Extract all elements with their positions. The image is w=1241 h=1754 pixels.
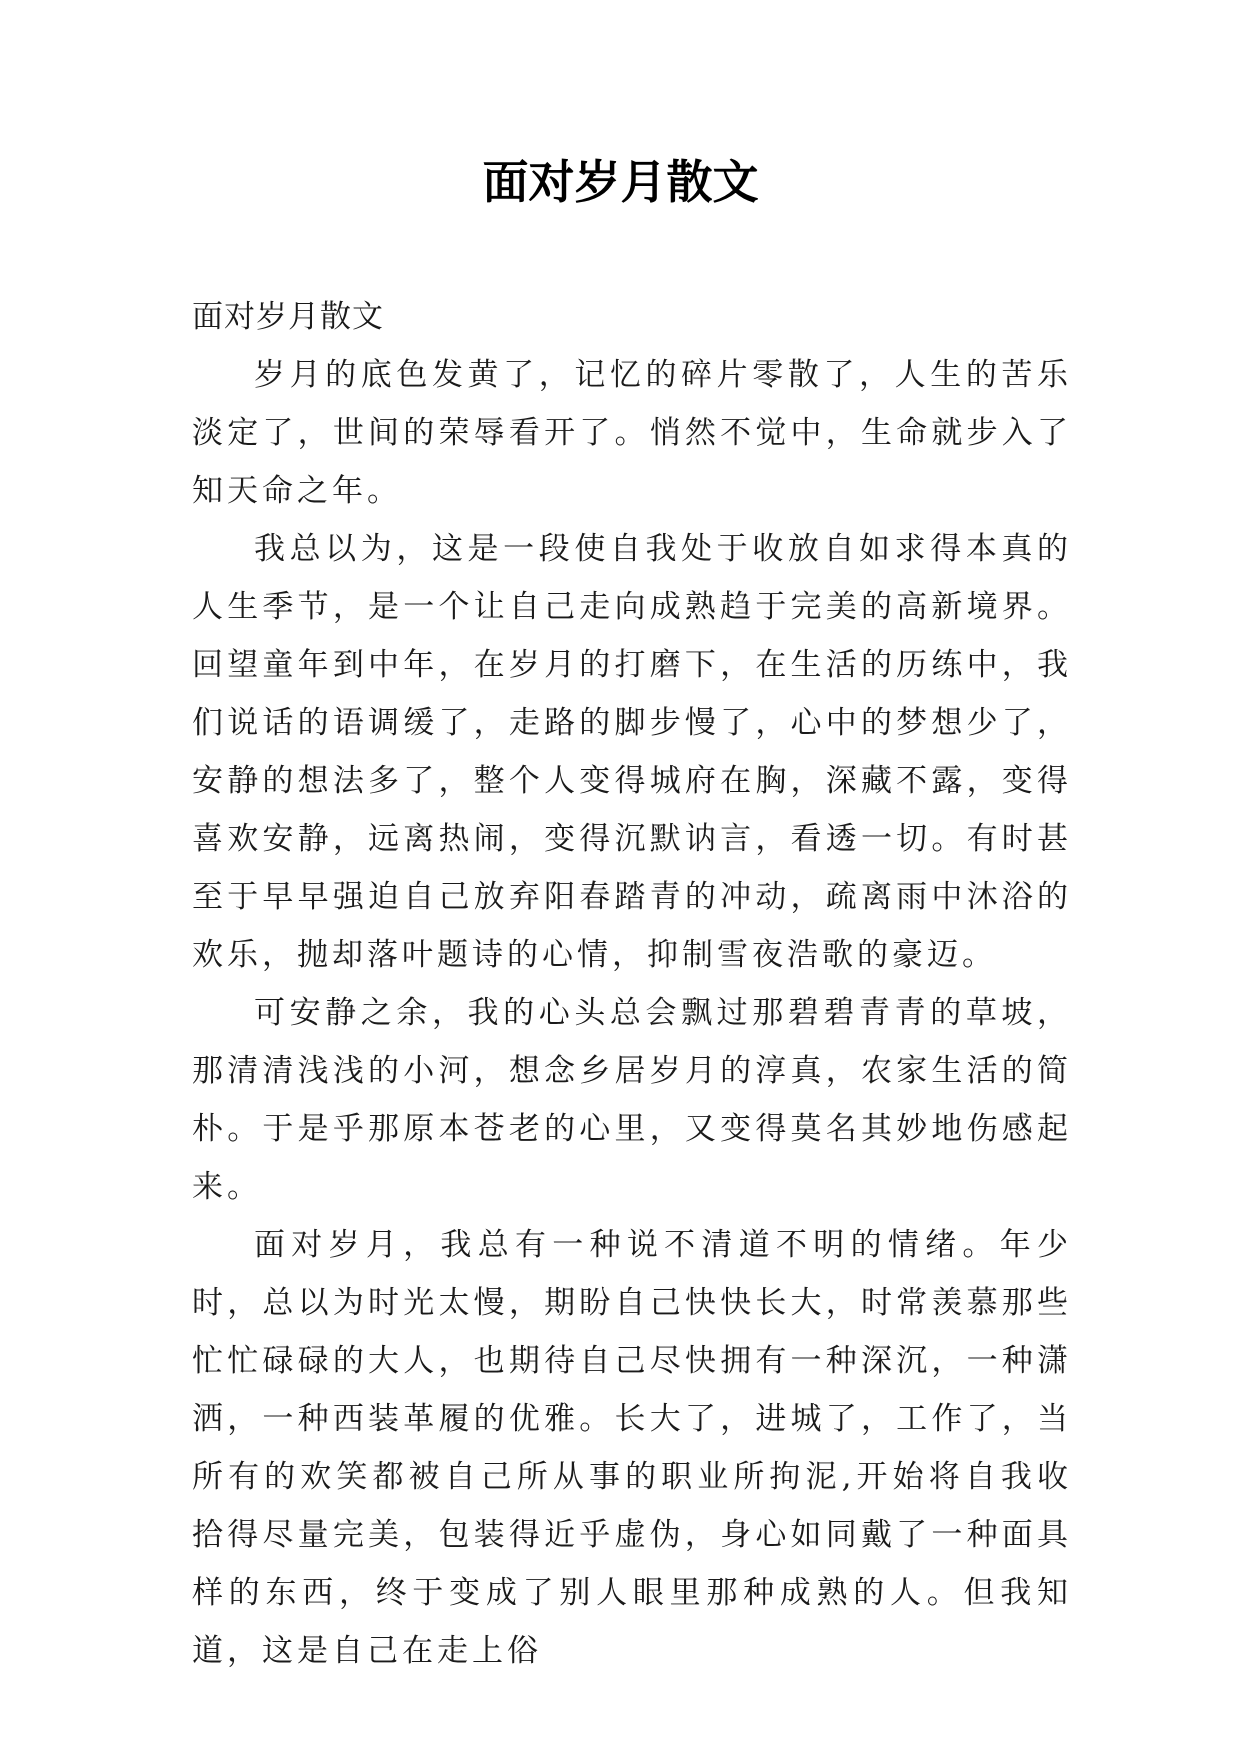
paragraph-3: 可安静之余，我的心头总会飘过那碧碧青青的草坡，那清清浅浅的小河，想念乡居岁月的淳真，农家生活的简朴。于是乎那原本苍老的心里，又变得莫名其妙地伤感起来。 (192, 995, 1072, 1205)
document-subtitle: 面对岁月散文 (192, 299, 384, 335)
document-title: 面对岁月散文 (482, 155, 759, 209)
paragraph-1: 岁月的底色发黄了，记忆的碎片零散了，人生的苦乐淡定了，世间的荣辱看开了。悄然不觉中，生命就步入了知天命之年。 (192, 357, 1072, 509)
document-body (192, 288, 1072, 1680)
paragraph-4: 面对岁月，我总有一种说不清道不明的情绪。年少时，总以为时光太慢，期盼自己快快长大，时常羡慕那些忙忙碌碌的大人，也期待自己尽快拥有一种深沉，一种潇洒，一种西装革履的优雅。长大了，进城了，工作了，当所有的欢笑都被自己所从事的职业所拘泥,开始将自我收拾得尽量完美，包装得近乎虚伪，身心如同戴了一种面具样的东西，终于变成了别人眼里那种成熟的人。但我知道，这是自己在走上俗 (192, 1227, 1072, 1669)
paragraph-2: 我总以为，这是一段使自我处于收放自如求得本真的人生季节，是一个让自己走向成熟趋于完美的高新境界。回望童年到中年，在岁月的打磨下，在生活的历练中，我们说话的语调缓了，走路的脚步慢了，心中的梦想少了，安静的想法多了，整个人变得城府在胸，深藏不露，变得喜欢安静，远离热闹，变得沉默讷言，看透一切。有时甚至于早早强迫自己放弃阳春踏青的冲动，疏离雨中沐浴的欢乐，抛却落叶题诗的心情，抑制雪夜浩歌的豪迈。 (192, 531, 1072, 973)
